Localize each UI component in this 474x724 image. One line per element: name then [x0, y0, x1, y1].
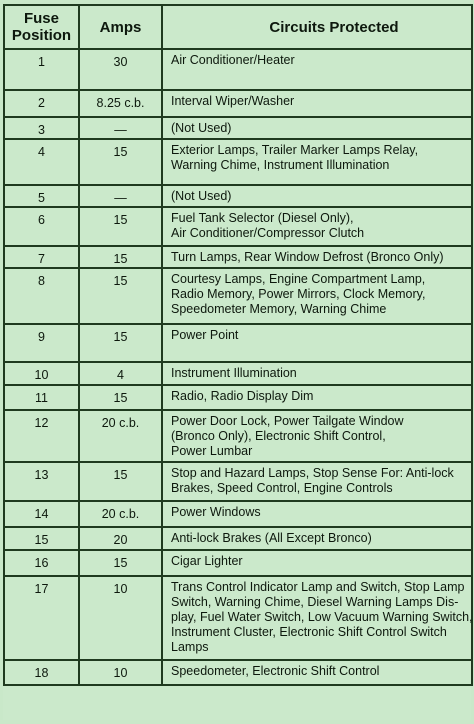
- fuse-position: 15: [4, 527, 79, 550]
- circuit-line: Switch, Warning Chime, Diesel Warning Lamps Dis-: [171, 595, 459, 609]
- fuse-amps: 15: [79, 207, 162, 246]
- circuit-line: Exterior Lamps, Trailer Marker Lamps Relay,: [171, 143, 419, 157]
- fuse-position: 1: [4, 49, 79, 90]
- fuse-chart: [3, 4, 471, 720]
- fuse-circuits: [162, 49, 472, 90]
- fuse-position: 5: [4, 185, 79, 207]
- header-amps: Amps: [79, 5, 162, 49]
- fuse-circuits: [162, 527, 472, 550]
- circuit-line: Power Lumbar: [171, 444, 253, 458]
- fuse-position: 11: [4, 385, 79, 410]
- fuse-row: [4, 385, 472, 410]
- fuse-amps: —: [79, 117, 162, 139]
- fuse-amps: 15: [79, 385, 162, 410]
- circuit-line: Radio Memory, Power Mirrors, Clock Memory,: [171, 287, 426, 301]
- circuit-line: Stop and Hazard Lamps, Stop Sense For: Anti-lock: [171, 466, 454, 480]
- circuit-line: Radio, Radio Display Dim: [171, 389, 314, 403]
- fuse-amps: 15: [79, 550, 162, 576]
- fuse-amps: 20: [79, 527, 162, 550]
- fuse-amps: 15: [79, 268, 162, 324]
- circuit-line: play, Fuel Water Switch, Low Vacuum Warning Switch,: [171, 610, 473, 624]
- fuse-amps: —: [79, 185, 162, 207]
- circuit-line: Speedometer Memory, Warning Chime: [171, 302, 387, 316]
- header-circuits-protected: Circuits Protected: [162, 5, 472, 49]
- circuit-line: Power Door Lock, Power Tailgate Window: [171, 414, 404, 428]
- fuse-row: [4, 324, 472, 362]
- fuse-position: 13: [4, 462, 79, 501]
- fuse-circuits: [162, 462, 472, 501]
- fuse-position: 17: [4, 576, 79, 660]
- fuse-circuits: [162, 410, 472, 462]
- fuse-row: [4, 527, 472, 550]
- fuse-circuits: [162, 501, 472, 527]
- fuse-row: [4, 362, 472, 385]
- fuse-row: [4, 49, 472, 90]
- fuse-position: 14: [4, 501, 79, 527]
- header-row: [4, 5, 472, 49]
- header-fuse-position-line1: Fuse: [23, 10, 59, 27]
- fuse-row: [4, 268, 472, 324]
- fuse-amps: 20 c.b.: [79, 501, 162, 527]
- fuse-amps: 10: [79, 576, 162, 660]
- header-fuse-position-line2: Position: [11, 27, 72, 44]
- fuse-position: 10: [4, 362, 79, 385]
- fuse-position: 2: [4, 90, 79, 117]
- fuse-amps: 10: [79, 660, 162, 685]
- circuit-line: (Bronco Only), Electronic Shift Control,: [171, 429, 386, 443]
- circuit-line: Lamps: [171, 640, 209, 654]
- fuse-row: [4, 90, 472, 117]
- circuit-line: Courtesy Lamps, Engine Compartment Lamp,: [171, 272, 426, 286]
- header-fuse-position: [4, 5, 79, 49]
- fuse-row: [4, 117, 472, 139]
- fuse-circuits: [162, 362, 472, 385]
- fuse-circuits: [162, 117, 472, 139]
- fuse-row: [4, 246, 472, 268]
- fuse-position: 7: [4, 246, 79, 268]
- fuse-circuits: [162, 550, 472, 576]
- fuse-position: 9: [4, 324, 79, 362]
- circuit-line: Instrument Illumination: [171, 366, 297, 380]
- fuse-row: [4, 410, 472, 462]
- fuse-position: 16: [4, 550, 79, 576]
- fuse-circuits: [162, 207, 472, 246]
- fuse-row: [4, 501, 472, 527]
- fuse-table: [3, 4, 473, 686]
- fuse-circuits: [162, 576, 472, 660]
- fuse-position: 4: [4, 139, 79, 185]
- fuse-row: [4, 462, 472, 501]
- fuse-amps: 20 c.b.: [79, 410, 162, 462]
- fuse-circuits: [162, 385, 472, 410]
- fuse-circuits: [162, 90, 472, 117]
- circuit-line: Warning Chime, Instrument Illumination: [171, 158, 390, 172]
- circuit-line: Power Windows: [171, 505, 261, 519]
- circuit-line: Power Point: [171, 328, 239, 342]
- fuse-amps: 30: [79, 49, 162, 90]
- circuit-line: Cigar Lighter: [171, 554, 243, 568]
- circuit-line: Interval Wiper/Washer: [171, 94, 295, 108]
- fuse-position: 12: [4, 410, 79, 462]
- circuit-line: Air Conditioner/Heater: [171, 53, 295, 67]
- fuse-row: [4, 576, 472, 660]
- fuse-row: [4, 550, 472, 576]
- circuit-line: Turn Lamps, Rear Window Defrost (Bronco Only): [171, 250, 444, 264]
- circuit-line: (Not Used): [171, 121, 232, 135]
- fuse-amps: 8.25 c.b.: [79, 90, 162, 117]
- circuit-line: Fuel Tank Selector (Diesel Only),: [171, 211, 354, 225]
- fuse-position: 18: [4, 660, 79, 685]
- circuit-line: Brakes, Speed Control, Engine Controls: [171, 481, 393, 495]
- fuse-circuits: [162, 268, 472, 324]
- fuse-position: 3: [4, 117, 79, 139]
- fuse-circuits: [162, 139, 472, 185]
- circuit-line: (Not Used): [171, 189, 232, 203]
- circuit-line: Air Conditioner/Compressor Clutch: [171, 226, 365, 240]
- fuse-row: [4, 185, 472, 207]
- fuse-amps: 15: [79, 324, 162, 362]
- fuse-circuits: [162, 185, 472, 207]
- fuse-table-body: [4, 49, 472, 685]
- fuse-amps: 4: [79, 362, 162, 385]
- fuse-circuits: [162, 660, 472, 685]
- circuit-line: Trans Control Indicator Lamp and Switch, Stop Lamp: [171, 580, 465, 594]
- circuit-line: Anti-lock Brakes (All Except Bronco): [171, 531, 372, 545]
- fuse-amps: 15: [79, 462, 162, 501]
- circuit-line: Instrument Cluster, Electronic Shift Control Switch: [171, 625, 447, 639]
- fuse-amps: 15: [79, 246, 162, 268]
- circuit-line: Speedometer, Electronic Shift Control: [171, 664, 380, 678]
- fuse-position: 8: [4, 268, 79, 324]
- fuse-row: [4, 207, 472, 246]
- fuse-circuits: [162, 246, 472, 268]
- fuse-position: 6: [4, 207, 79, 246]
- fuse-row: [4, 660, 472, 685]
- fuse-row: [4, 139, 472, 185]
- fuse-amps: 15: [79, 139, 162, 185]
- fuse-circuits: [162, 324, 472, 362]
